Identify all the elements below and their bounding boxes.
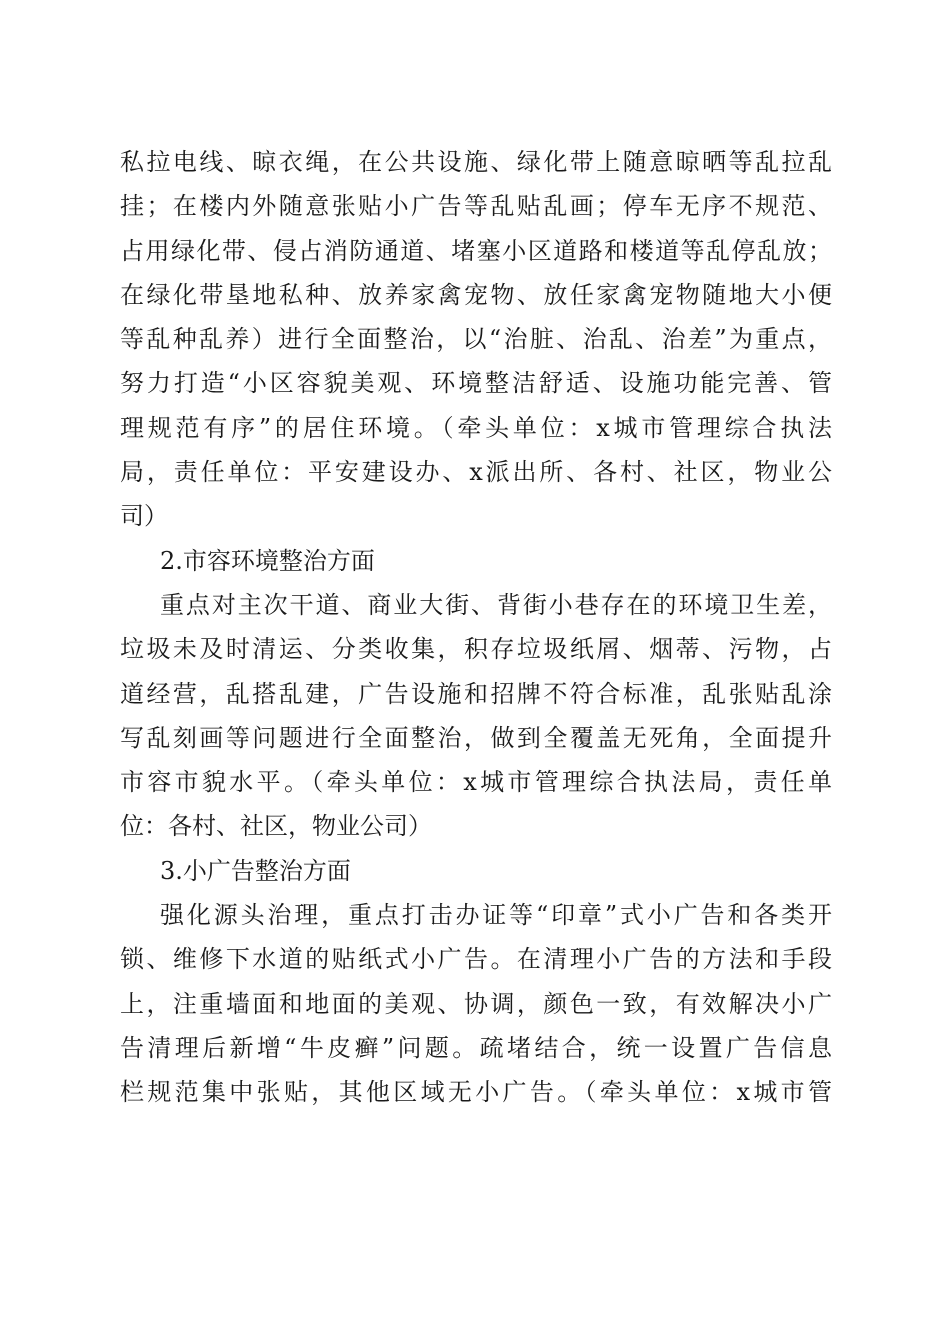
text-line: 在绿化带垦地私种、放养家禽宠物、放任家禽宠物随地大小便 <box>120 280 832 309</box>
text-line: 司） <box>120 502 168 531</box>
text-line: 市容市貌水平。（牵头单位：x城市管理综合执法局，责任单 <box>120 768 832 797</box>
text-line: 告清理后新增“牛皮癣”问题。疏堵结合，统一设置广告信息 <box>120 1033 832 1062</box>
text-line: 占用绿化带、侵占消防通道、堵塞小区道路和楼道等乱停乱放； <box>120 236 832 265</box>
text-line: 私拉电线、晾衣绳，在公共设施、绿化带上随意晾晒等乱拉乱 <box>120 148 832 176</box>
text-line: 重点对主次干道、商业大街、背街小巷存在的环境卫生差， <box>160 590 832 619</box>
paragraph-community-environment <box>120 140 832 539</box>
text-line: 道经营，乱搭乱建，广告设施和招牌不符合标准，乱张贴乱涂 <box>120 679 832 708</box>
document-body <box>120 140 832 1115</box>
text-line: 垃圾未及时清运、分类收集，积存垃圾纸屑、烟蒂、污物，占 <box>120 635 832 664</box>
section-heading-city-appearance: 2.市容环境整治方面 <box>160 546 375 575</box>
text-line: 等乱种乱养）进行全面整治，以“治脏、治乱、治差”为重点， <box>120 325 832 354</box>
text-line: 局，责任单位：平安建设办、x派出所、各村、社区，物业公 <box>120 458 832 487</box>
paragraph-city-appearance <box>120 583 832 849</box>
paragraph-small-ads <box>120 893 832 1114</box>
text-line: 锁、维修下水道的贴纸式小广告。在清理小广告的方法和手段 <box>120 945 832 974</box>
text-line: 上，注重墙面和地面的美观、协调，颜色一致，有效解决小广 <box>120 989 832 1018</box>
text-line: 理规范有序”的居住环境。（牵头单位：x城市管理综合执法 <box>120 413 832 442</box>
text-line: 挂；在楼内外随意张贴小广告等乱贴乱画；停车无序不规范、 <box>120 192 832 221</box>
section-heading-small-ads: 3.小广告整治方面 <box>160 856 351 885</box>
text-line: 位：各村、社区，物业公司） <box>120 812 432 841</box>
text-line: 强化源头治理，重点打击办证等“印章”式小广告和各类开 <box>160 901 832 930</box>
text-line: 努力打造“小区容貌美观、环境整洁舒适、设施功能完善、管 <box>120 369 832 398</box>
text-line: 写乱刻画等问题进行全面整治，做到全覆盖无死角，全面提升 <box>120 723 832 752</box>
text-line: 栏规范集中张贴，其他区域无小广告。（牵头单位：x城市管 <box>120 1078 832 1107</box>
